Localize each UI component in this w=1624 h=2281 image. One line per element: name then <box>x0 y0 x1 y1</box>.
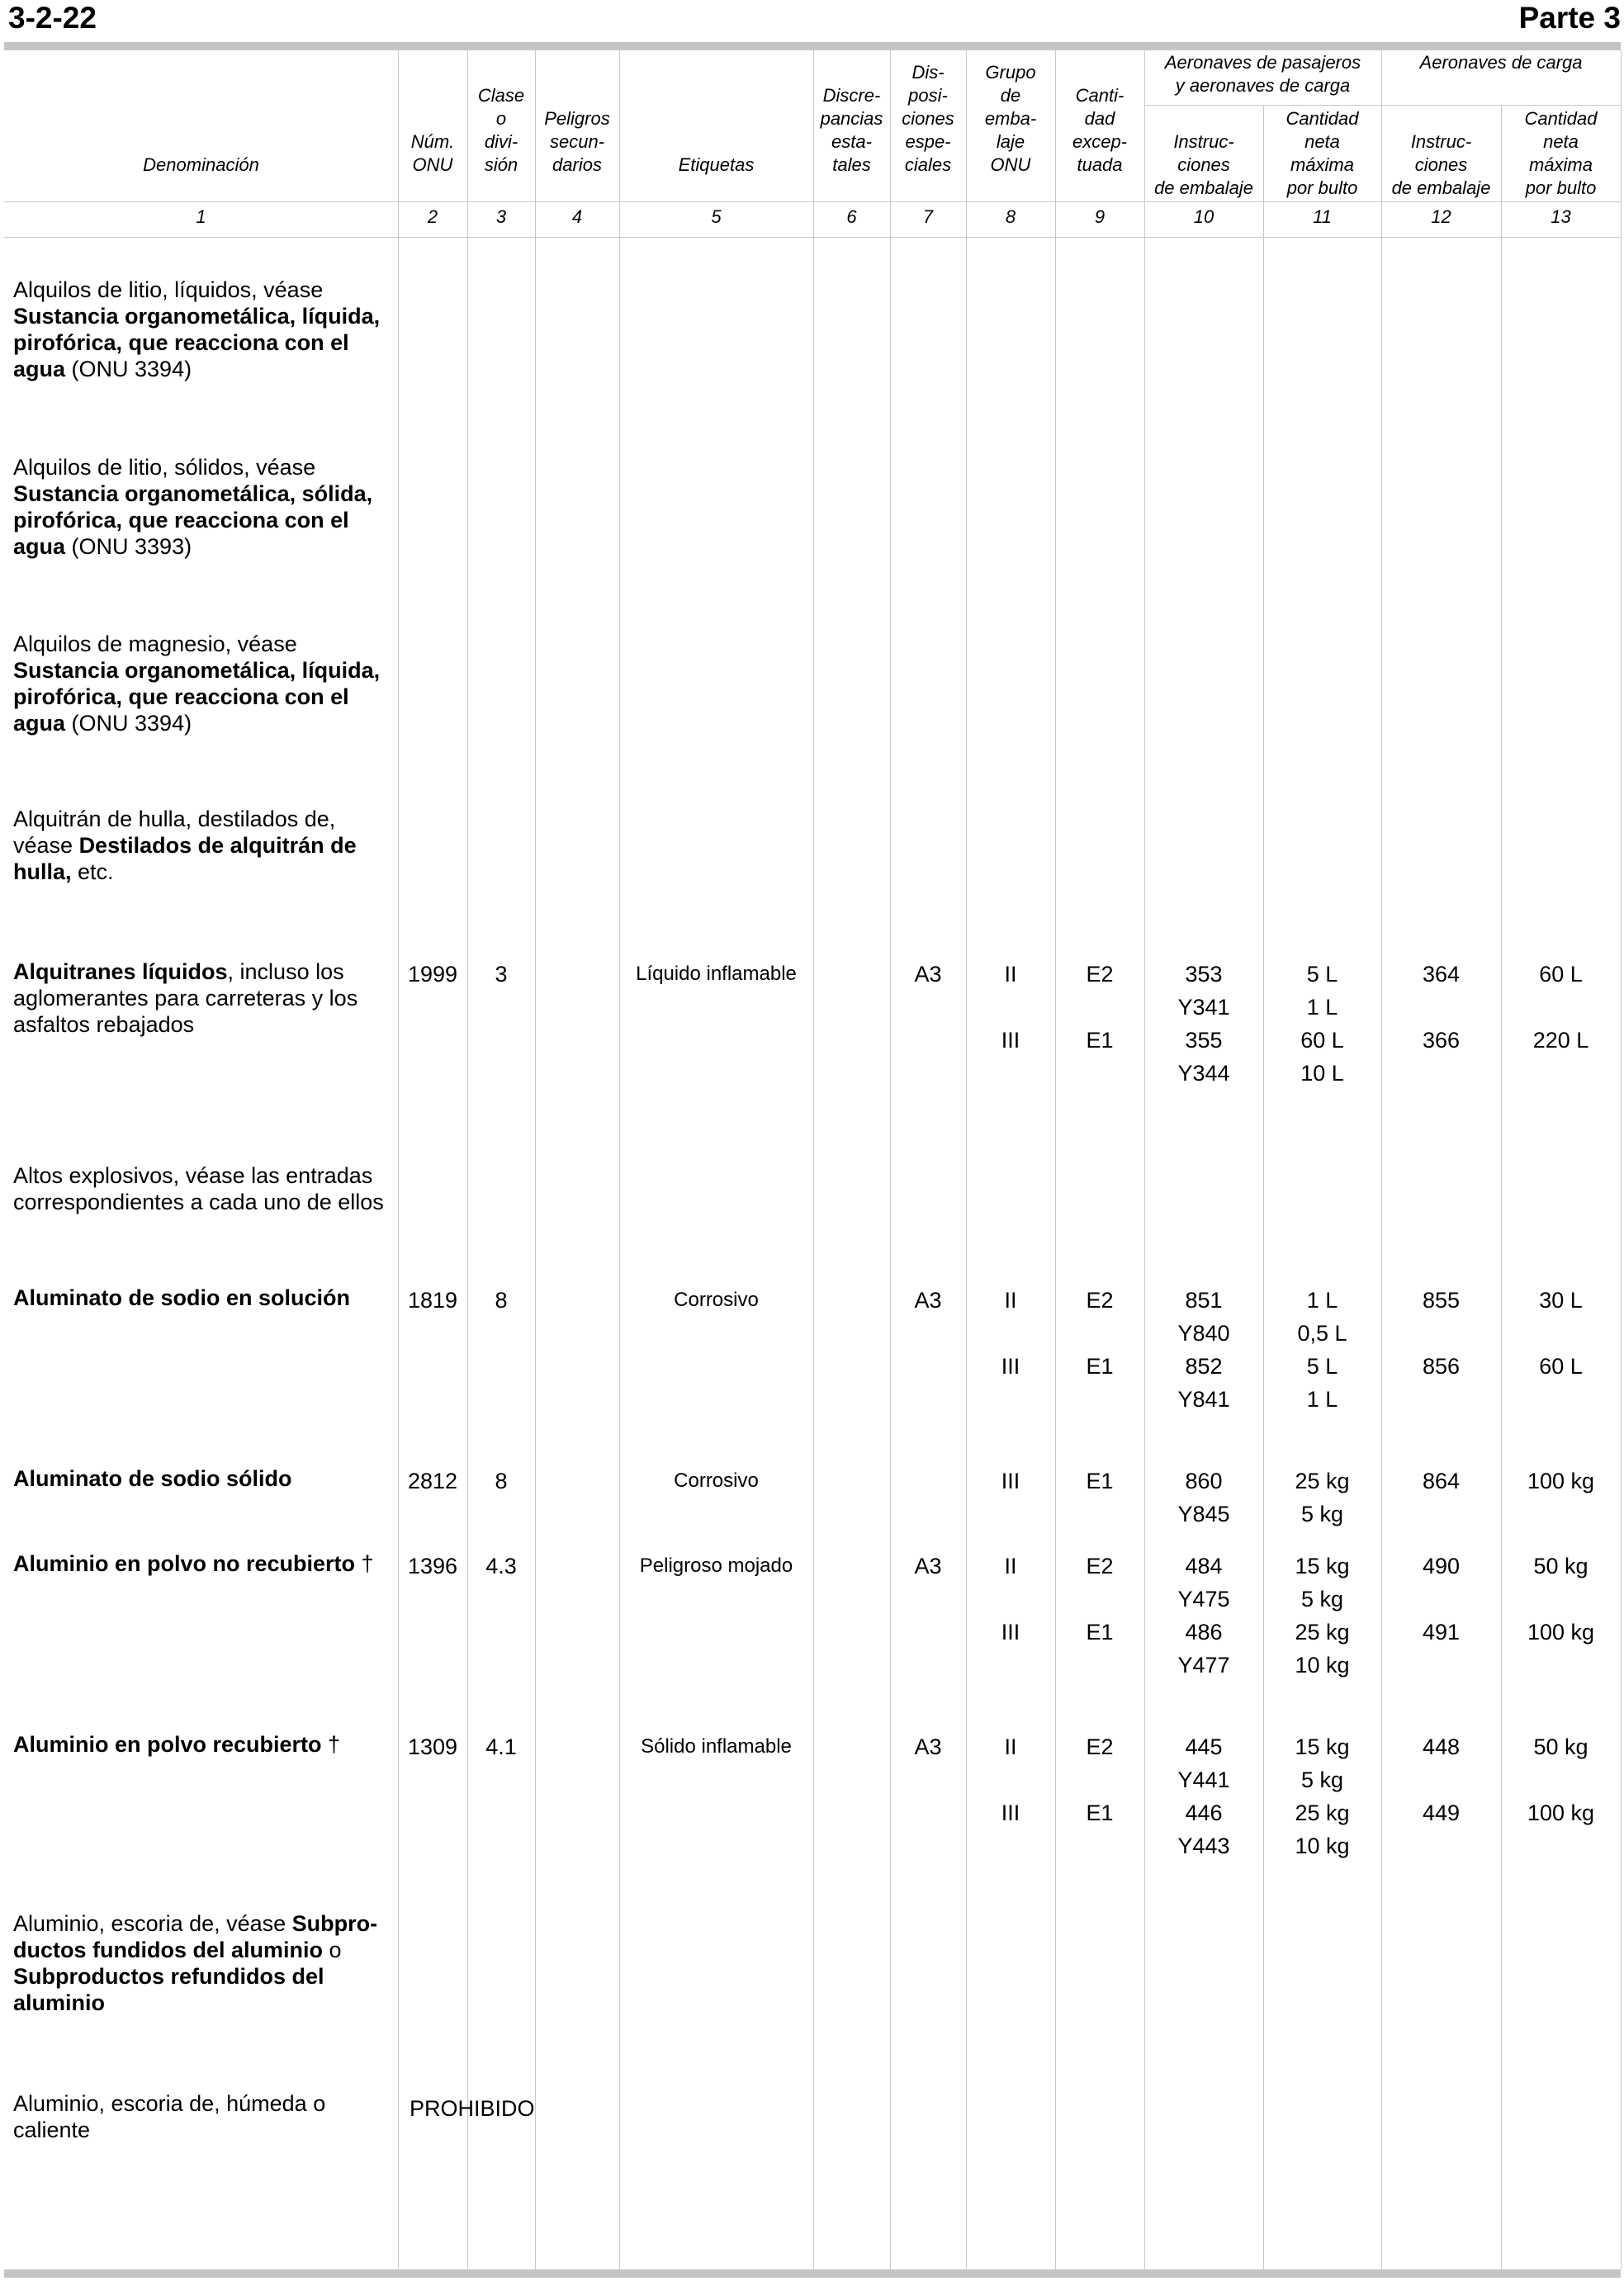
entry-name <box>13 1285 393 1311</box>
column-number-10: 10 <box>1193 206 1214 227</box>
cargo-max-quantity: 30 L <box>1539 1288 1583 1313</box>
special-provision: A3 <box>914 1554 942 1578</box>
column-number-13: 13 <box>1551 206 1571 227</box>
column-rule <box>1381 50 1382 2269</box>
group-header-passenger: Aeronaves de pasajeros y aeronaves de carga <box>1164 52 1361 96</box>
column-header-9: Canti- dad excep- tuada <box>1072 85 1128 175</box>
column-rule <box>890 50 891 2269</box>
column-rule <box>966 50 967 2269</box>
packing-group: III <box>1001 1028 1020 1053</box>
passenger-max-quantity: 25 kg <box>1295 1620 1350 1644</box>
hazard-class: 8 <box>495 1288 508 1313</box>
passenger-max-quantity: 15 kg <box>1295 1554 1350 1578</box>
passenger-max-quantity: 1 L <box>1306 1288 1338 1313</box>
passenger-max-quantity: 0,5 L <box>1297 1321 1347 1346</box>
cargo-packing-instruction: 855 <box>1422 1288 1461 1313</box>
passenger-max-quantity: 25 kg <box>1295 1469 1350 1493</box>
passenger-max-quantity: 5 kg <box>1300 1587 1344 1611</box>
excepted-quantity: E2 <box>1086 962 1114 987</box>
entry-name-part: Destilados de alquitrán de hulla, <box>13 833 357 884</box>
hazard-label: Corrosivo <box>674 1469 759 1492</box>
entry-name-part: (ONU 3394) <box>65 711 192 736</box>
entry-name-part: Altos explosivos, véase las entradas correspondientes a cada uno de ellos <box>13 1163 384 1214</box>
excepted-quantity: E1 <box>1086 1028 1114 1053</box>
column-number-3: 3 <box>495 206 507 227</box>
special-provision: A3 <box>914 1734 942 1759</box>
excepted-quantity: E2 <box>1086 1288 1114 1313</box>
cargo-max-quantity: 60 L <box>1539 1354 1583 1379</box>
packing-group: III <box>1001 1469 1020 1493</box>
cargo-packing-instruction: 491 <box>1422 1620 1461 1644</box>
passenger-packing-instruction: Y443 <box>1177 1834 1230 1858</box>
passenger-packing-instruction: Y845 <box>1177 1502 1230 1526</box>
top-rule <box>4 42 1621 50</box>
column-header-2: Núm. ONU <box>410 131 455 175</box>
excepted-quantity: E1 <box>1086 1620 1114 1644</box>
packing-group: III <box>1001 1801 1020 1825</box>
column-rule <box>398 50 399 2269</box>
column-number-12: 12 <box>1431 206 1451 227</box>
column-number-4: 4 <box>571 206 583 227</box>
table-rule <box>4 237 1621 238</box>
column-number-1: 1 <box>196 206 206 227</box>
cargo-packing-instruction: 864 <box>1422 1469 1461 1493</box>
passenger-packing-instruction: 852 <box>1185 1354 1223 1379</box>
entry-name-part: Subproductos refundidos del aluminio <box>13 1964 324 2015</box>
entry-name-part: Sustancia organometálica, sólida, pirofórica, que reacciona con el agua <box>13 481 373 559</box>
passenger-max-quantity: 5 L <box>1306 962 1338 987</box>
column-rule <box>1263 105 1264 2269</box>
hazard-class: 8 <box>495 1469 508 1493</box>
un-number: 2812 <box>407 1469 458 1493</box>
passenger-packing-instruction: 446 <box>1185 1801 1223 1825</box>
prohibited-note: PROHIBIDO <box>410 2096 535 2121</box>
entry-name-part: Subpro-ductos fundidos del aluminio <box>13 1911 378 1962</box>
column-number-6: 6 <box>846 206 857 227</box>
passenger-packing-instruction: 353 <box>1185 962 1223 987</box>
passenger-max-quantity: 5 L <box>1306 1354 1338 1379</box>
entry-name <box>13 1162 393 1215</box>
cargo-max-quantity: 100 kg <box>1527 1801 1595 1825</box>
special-provision: A3 <box>914 962 942 987</box>
column-rule <box>1144 50 1145 2269</box>
column-header-11: Cantidad neta máxima por bulto <box>1285 108 1359 198</box>
cargo-packing-instruction: 448 <box>1422 1734 1461 1759</box>
entry-name-part: o <box>323 1938 342 1962</box>
cargo-max-quantity: 220 L <box>1532 1028 1589 1053</box>
section-number: 3-2-22 <box>8 1 97 35</box>
column-header-13: Cantidad neta máxima por bulto <box>1524 108 1598 198</box>
packing-group: III <box>1001 1620 1020 1644</box>
entry-name <box>13 1910 393 2016</box>
packing-group: II <box>1004 1554 1017 1578</box>
entry-name <box>13 631 393 736</box>
entry-name <box>13 277 393 382</box>
column-number-8: 8 <box>1005 206 1016 227</box>
passenger-packing-instruction: 445 <box>1185 1734 1223 1759</box>
entry-name <box>13 1465 393 1492</box>
packing-group: II <box>1004 1734 1017 1759</box>
column-rule <box>619 50 620 2269</box>
entry-name-part: Aluminio en polvo no recubierto <box>13 1551 356 1576</box>
cargo-packing-instruction: 364 <box>1422 962 1461 987</box>
cargo-packing-instruction: 366 <box>1422 1028 1461 1053</box>
entry-name-part: † <box>321 1732 341 1757</box>
excepted-quantity: E1 <box>1086 1801 1114 1825</box>
passenger-packing-instruction: 860 <box>1185 1469 1223 1493</box>
column-header-8: Grupo de emba- laje ONU <box>984 62 1037 175</box>
column-number-2: 2 <box>427 206 438 227</box>
entry-name-part: Alquitrán de hulla, destilados de, véase <box>13 807 336 858</box>
column-header-3: Clase o divi- sión <box>477 85 525 175</box>
column-rule <box>535 50 536 2269</box>
column-rule <box>813 50 814 2269</box>
passenger-max-quantity: 10 kg <box>1295 1653 1350 1678</box>
column-header-4: Peligros secun- darios <box>544 108 610 175</box>
un-number: 1819 <box>407 1288 458 1313</box>
entry-name-part: Alquilos de magnesio, véase <box>13 632 297 656</box>
un-number: 1396 <box>407 1554 458 1578</box>
cargo-max-quantity: 50 kg <box>1533 1554 1588 1578</box>
cargo-max-quantity: 60 L <box>1539 962 1583 987</box>
entry-name-part: Aluminio en polvo recubierto <box>13 1732 322 1757</box>
column-number-9: 9 <box>1094 206 1106 227</box>
hazard-class: 4.1 <box>485 1734 517 1759</box>
column-number-7: 7 <box>922 206 934 227</box>
entry-name-part: Alquilos de litio, sólidos, véase <box>13 455 316 480</box>
entry-name <box>13 2090 393 2143</box>
entry-name-part: Alquilos de litio, líquidos, véase <box>13 277 324 302</box>
cargo-packing-instruction: 490 <box>1422 1554 1461 1578</box>
column-rule <box>1055 50 1056 2269</box>
entry-name-part: (ONU 3393) <box>65 534 192 559</box>
passenger-packing-instruction: Y344 <box>1177 1061 1230 1086</box>
cargo-max-quantity: 100 kg <box>1527 1620 1595 1644</box>
entry-name <box>13 454 393 560</box>
part-label: Parte 3 <box>1518 1 1621 35</box>
hazard-label: Peligroso mojado <box>639 1555 793 1577</box>
packing-group: II <box>1004 962 1017 987</box>
packing-group: II <box>1004 1288 1017 1313</box>
hazard-class: 4.3 <box>485 1554 517 1578</box>
entry-name-part: Aluminio, escoria de, húmeda o caliente <box>13 2091 326 2142</box>
hazard-class: 3 <box>495 962 508 987</box>
un-number: 1309 <box>407 1734 458 1759</box>
cargo-max-quantity: 100 kg <box>1527 1469 1595 1493</box>
column-header-10: Instruc- ciones de embalaje <box>1154 131 1253 198</box>
passenger-packing-instruction: 355 <box>1185 1028 1223 1053</box>
entry-name-part: Aluminato de sodio en solución <box>13 1285 351 1310</box>
entry-name-part: Aluminato de sodio sólido <box>13 1466 292 1491</box>
entry-name-part: , incluso los aglomerantes para carreteras y los asfaltos rebajados <box>13 959 358 1037</box>
group-header-cargo: Aeronaves de carga <box>1419 52 1583 73</box>
entry-name-part: Aluminio, escoria de, véase <box>13 1911 292 1936</box>
passenger-packing-instruction: 486 <box>1185 1620 1223 1644</box>
entry-name <box>13 806 393 885</box>
column-rule <box>1501 105 1502 2269</box>
entry-name <box>13 1731 393 1758</box>
entry-name-part: (ONU 3394) <box>65 357 192 381</box>
excepted-quantity: E1 <box>1086 1469 1114 1493</box>
packing-group: III <box>1001 1354 1020 1379</box>
passenger-max-quantity: 5 kg <box>1300 1502 1344 1526</box>
excepted-quantity: E1 <box>1086 1354 1114 1379</box>
passenger-max-quantity: 60 L <box>1300 1028 1344 1053</box>
table-rule <box>1144 105 1621 106</box>
passenger-packing-instruction: Y477 <box>1177 1653 1230 1678</box>
passenger-packing-instruction: Y475 <box>1177 1587 1230 1611</box>
passenger-max-quantity: 5 kg <box>1300 1768 1344 1792</box>
entry-name-part: Sustancia organometálica, líquida, pirofórica, que reacciona con el agua <box>13 304 381 381</box>
bottom-rule <box>4 2269 1621 2278</box>
passenger-max-quantity: 1 L <box>1306 1387 1338 1412</box>
column-header-12: Instruc- ciones de embalaje <box>1391 131 1491 198</box>
passenger-max-quantity: 15 kg <box>1295 1734 1350 1759</box>
column-header-6: Discre- pancias esta- tales <box>820 85 883 175</box>
column-rule <box>467 50 468 2269</box>
passenger-packing-instruction: Y840 <box>1177 1321 1230 1346</box>
table-rule <box>4 201 1621 202</box>
passenger-packing-instruction: Y841 <box>1177 1387 1230 1412</box>
entry-name-part: † <box>355 1551 374 1576</box>
passenger-packing-instruction: 851 <box>1185 1288 1223 1313</box>
entry-name-part: etc. <box>71 859 114 884</box>
hazard-label: Sólido inflamable <box>641 1735 792 1758</box>
hazard-label: Corrosivo <box>674 1289 759 1311</box>
entry-name-part: Sustancia organometálica, líquida, pirofórica, que reacciona con el agua <box>13 658 381 736</box>
passenger-max-quantity: 10 L <box>1300 1061 1344 1086</box>
column-header-1: Denominación <box>143 154 259 175</box>
passenger-packing-instruction: Y441 <box>1177 1768 1230 1792</box>
entry-name <box>13 1550 393 1577</box>
column-rule <box>1621 50 1622 2269</box>
passenger-max-quantity: 10 kg <box>1295 1834 1350 1858</box>
column-header-5: Etiquetas <box>678 154 755 175</box>
entry-name-part: Alquitranes líquidos <box>13 959 228 984</box>
hazard-label: Líquido inflamable <box>636 963 797 985</box>
passenger-packing-instruction: 484 <box>1185 1554 1223 1578</box>
entry-name <box>13 958 393 1038</box>
special-provision: A3 <box>914 1288 942 1313</box>
cargo-packing-instruction: 449 <box>1422 1801 1461 1825</box>
column-number-5: 5 <box>711 206 722 227</box>
cargo-packing-instruction: 856 <box>1422 1354 1461 1379</box>
column-number-11: 11 <box>1313 206 1332 227</box>
cargo-max-quantity: 50 kg <box>1533 1734 1588 1759</box>
excepted-quantity: E2 <box>1086 1734 1114 1759</box>
passenger-max-quantity: 1 L <box>1306 995 1338 1020</box>
passenger-max-quantity: 25 kg <box>1295 1801 1350 1825</box>
excepted-quantity: E2 <box>1086 1554 1114 1578</box>
column-header-7: Dis- posi- ciones espe- ciales <box>902 62 954 175</box>
un-number: 1999 <box>407 962 458 987</box>
passenger-packing-instruction: Y341 <box>1177 995 1230 1020</box>
